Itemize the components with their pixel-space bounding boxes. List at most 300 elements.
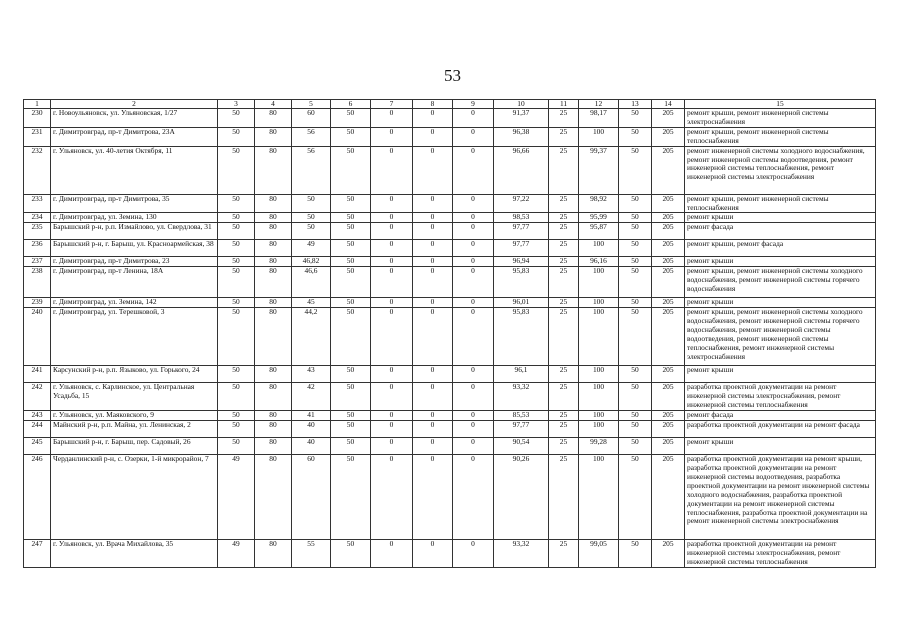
row-number-cell: 246 [24, 455, 51, 540]
value-cell: 50 [619, 127, 652, 146]
value-cell: 25 [549, 383, 579, 411]
column-header: 2 [51, 100, 218, 109]
value-cell: 205 [652, 257, 685, 267]
value-cell: 0 [413, 383, 453, 411]
value-cell: 0 [453, 213, 494, 223]
value-cell: 100 [579, 127, 619, 146]
value-cell: 205 [652, 127, 685, 146]
address-cell: г. Димитровград, пр-т Димитрова, 35 [51, 194, 218, 213]
value-cell: 50 [619, 146, 652, 194]
column-header: 10 [494, 100, 549, 109]
value-cell: 50 [619, 455, 652, 540]
value-cell: 49 [218, 455, 255, 540]
value-cell: 96,16 [579, 257, 619, 267]
address-cell: Черданлинский р-н, с. Озерки, 1-й микрорайон, 7 [51, 455, 218, 540]
table-row [24, 383, 876, 411]
table-header-row [24, 100, 876, 109]
value-cell: 90,26 [494, 455, 549, 540]
value-cell: 0 [371, 366, 413, 383]
value-cell: 100 [579, 298, 619, 308]
value-cell: 0 [413, 298, 453, 308]
value-cell: 100 [579, 383, 619, 411]
value-cell: 50 [619, 298, 652, 308]
value-cell: 80 [255, 438, 292, 455]
value-cell: 0 [453, 298, 494, 308]
works-cell: ремонт крыши [685, 257, 876, 267]
value-cell: 95,87 [579, 223, 619, 240]
value-cell: 0 [453, 194, 494, 213]
value-cell: 96,38 [494, 127, 549, 146]
value-cell: 55 [292, 540, 331, 568]
value-cell: 100 [579, 267, 619, 298]
value-cell: 25 [549, 298, 579, 308]
value-cell: 93,32 [494, 383, 549, 411]
value-cell: 0 [371, 411, 413, 421]
table-row [24, 411, 876, 421]
column-header: 7 [371, 100, 413, 109]
address-cell: Барышский р-н, г. Барыш, ул. Красноармейская, 38 [51, 240, 218, 257]
value-cell: 56 [292, 146, 331, 194]
value-cell: 91,37 [494, 109, 549, 128]
value-cell: 50 [292, 223, 331, 240]
table-row [24, 257, 876, 267]
row-number-cell: 235 [24, 223, 51, 240]
value-cell: 49 [218, 540, 255, 568]
works-cell: ремонт крыши, ремонт инженерной системы теплоснабжения [685, 127, 876, 146]
value-cell: 0 [413, 540, 453, 568]
row-number-cell: 243 [24, 411, 51, 421]
value-cell: 0 [371, 298, 413, 308]
value-cell: 0 [413, 267, 453, 298]
value-cell: 80 [255, 194, 292, 213]
value-cell: 50 [218, 257, 255, 267]
value-cell: 100 [579, 366, 619, 383]
row-number-cell: 247 [24, 540, 51, 568]
table-row [24, 267, 876, 298]
address-cell: г. Ульяновск, ул. Маяковского, 9 [51, 411, 218, 421]
value-cell: 50 [331, 383, 371, 411]
value-cell: 50 [218, 366, 255, 383]
works-cell: ремонт крыши, ремонт инженерной системы теплоснабжения [685, 194, 876, 213]
value-cell: 50 [331, 127, 371, 146]
address-cell: г. Димитровград, пр-т Ленина, 18А [51, 267, 218, 298]
value-cell: 90,54 [494, 438, 549, 455]
value-cell: 25 [549, 421, 579, 438]
table-row [24, 308, 876, 366]
value-cell: 0 [371, 257, 413, 267]
value-cell: 97,22 [494, 194, 549, 213]
value-cell: 0 [371, 223, 413, 240]
value-cell: 0 [371, 383, 413, 411]
address-cell: г. Новоульяновск, ул. Ульяновская, 1/27 [51, 109, 218, 128]
works-cell: разработка проектной документации на ремонт инженерной системы электроснабжения, ремонт инженерной системы теплоснабжения [685, 383, 876, 411]
value-cell: 0 [453, 421, 494, 438]
column-header: 3 [218, 100, 255, 109]
column-header: 5 [292, 100, 331, 109]
value-cell: 205 [652, 240, 685, 257]
row-number-cell: 238 [24, 267, 51, 298]
value-cell: 25 [549, 267, 579, 298]
page-number: 53 [444, 66, 461, 85]
value-cell: 80 [255, 223, 292, 240]
value-cell: 205 [652, 411, 685, 421]
value-cell: 25 [549, 438, 579, 455]
value-cell: 60 [292, 455, 331, 540]
table-row [24, 298, 876, 308]
value-cell: 25 [549, 308, 579, 366]
value-cell: 96,01 [494, 298, 549, 308]
row-number-cell: 237 [24, 257, 51, 267]
value-cell: 99,05 [579, 540, 619, 568]
value-cell: 50 [619, 267, 652, 298]
value-cell: 25 [549, 109, 579, 128]
value-cell: 50 [218, 267, 255, 298]
address-cell: г. Димитровград, пр-т Димитрова, 23 [51, 257, 218, 267]
column-header: 4 [255, 100, 292, 109]
value-cell: 50 [218, 411, 255, 421]
value-cell: 95,83 [494, 308, 549, 366]
value-cell: 205 [652, 146, 685, 194]
works-cell: разработка проектной документации на ремонт крыши, разработка проектной документации на ремонт инженерной системы водоотведения, разработка проектной документации на ремонт инженерной системы холодного водоснабжения, разработка проектной документации на ремонт инженерной системы теплоснабжения, разработка проектной документации на ремонт инженерной системы электроснабжения [685, 455, 876, 540]
column-header: 11 [549, 100, 579, 109]
value-cell: 0 [371, 267, 413, 298]
table-row [24, 213, 876, 223]
column-header: 15 [685, 100, 876, 109]
value-cell: 40 [292, 421, 331, 438]
value-cell: 50 [218, 383, 255, 411]
table-row [24, 194, 876, 213]
value-cell: 0 [453, 411, 494, 421]
value-cell: 0 [371, 421, 413, 438]
value-cell: 45 [292, 298, 331, 308]
value-cell: 0 [413, 127, 453, 146]
value-cell: 50 [218, 421, 255, 438]
value-cell: 25 [549, 411, 579, 421]
works-cell: ремонт инженерной системы холодного водоснабжения, ремонт инженерной системы водоотведения, ремонт инженерной системы теплоснабжения, ремонт инженерной системы электроснабжения [685, 146, 876, 194]
column-header: 6 [331, 100, 371, 109]
address-cell: г. Димитровград, пр-т Димитрова, 23А [51, 127, 218, 146]
value-cell: 50 [331, 438, 371, 455]
address-cell: г. Димитровград, ул. Земина, 130 [51, 213, 218, 223]
value-cell: 80 [255, 146, 292, 194]
value-cell: 50 [331, 411, 371, 421]
table-row [24, 127, 876, 146]
value-cell: 25 [549, 366, 579, 383]
value-cell: 43 [292, 366, 331, 383]
row-number-cell: 232 [24, 146, 51, 194]
value-cell: 0 [371, 109, 413, 128]
value-cell: 205 [652, 421, 685, 438]
works-cell: ремонт крыши, ремонт инженерной системы электроснабжения [685, 109, 876, 128]
value-cell: 50 [218, 298, 255, 308]
value-cell: 50 [331, 366, 371, 383]
value-cell: 99,28 [579, 438, 619, 455]
value-cell: 97,77 [494, 223, 549, 240]
column-header: 1 [24, 100, 51, 109]
value-cell: 0 [453, 383, 494, 411]
value-cell: 44,2 [292, 308, 331, 366]
value-cell: 205 [652, 213, 685, 223]
value-cell: 50 [331, 421, 371, 438]
works-cell: разработка проектной документации на ремонт инженерной системы электроснабжения, ремонт инженерной системы теплоснабжения [685, 540, 876, 568]
row-number-cell: 242 [24, 383, 51, 411]
value-cell: 85,53 [494, 411, 549, 421]
value-cell: 0 [453, 455, 494, 540]
value-cell: 0 [413, 421, 453, 438]
value-cell: 205 [652, 194, 685, 213]
value-cell: 0 [413, 438, 453, 455]
value-cell: 95,83 [494, 267, 549, 298]
works-cell: ремонт крыши [685, 366, 876, 383]
value-cell: 205 [652, 308, 685, 366]
value-cell: 50 [218, 194, 255, 213]
value-cell: 0 [371, 540, 413, 568]
value-cell: 80 [255, 411, 292, 421]
value-cell: 50 [619, 383, 652, 411]
value-cell: 80 [255, 109, 292, 128]
value-cell: 42 [292, 383, 331, 411]
value-cell: 0 [413, 109, 453, 128]
column-header: 8 [413, 100, 453, 109]
value-cell: 50 [619, 240, 652, 257]
value-cell: 100 [579, 308, 619, 366]
value-cell: 0 [453, 267, 494, 298]
value-cell: 97,77 [494, 240, 549, 257]
value-cell: 25 [549, 213, 579, 223]
value-cell: 50 [331, 240, 371, 257]
value-cell: 0 [453, 146, 494, 194]
value-cell: 25 [549, 127, 579, 146]
value-cell: 0 [453, 366, 494, 383]
value-cell: 50 [292, 194, 331, 213]
value-cell: 80 [255, 257, 292, 267]
value-cell: 0 [453, 257, 494, 267]
value-cell: 50 [619, 308, 652, 366]
value-cell: 0 [453, 540, 494, 568]
address-cell: г. Димитровград, ул. Земина, 142 [51, 298, 218, 308]
value-cell: 100 [579, 455, 619, 540]
value-cell: 60 [292, 109, 331, 128]
value-cell: 50 [619, 540, 652, 568]
value-cell: 50 [619, 257, 652, 267]
value-cell: 50 [331, 146, 371, 194]
value-cell: 46,82 [292, 257, 331, 267]
column-header: 12 [579, 100, 619, 109]
table-row [24, 109, 876, 128]
value-cell: 50 [218, 240, 255, 257]
value-cell: 50 [331, 109, 371, 128]
row-number-cell: 231 [24, 127, 51, 146]
value-cell: 0 [371, 438, 413, 455]
value-cell: 0 [453, 127, 494, 146]
value-cell: 96,1 [494, 366, 549, 383]
value-cell: 80 [255, 421, 292, 438]
value-cell: 0 [453, 438, 494, 455]
value-cell: 205 [652, 540, 685, 568]
address-cell: г. Ульяновск, с. Карлинское, ул. Центральная Усадьба, 15 [51, 383, 218, 411]
value-cell: 0 [413, 257, 453, 267]
value-cell: 100 [579, 421, 619, 438]
value-cell: 49 [292, 240, 331, 257]
works-cell: ремонт фасада [685, 223, 876, 240]
value-cell: 50 [218, 146, 255, 194]
works-cell: ремонт крыши, ремонт фасада [685, 240, 876, 257]
address-cell: Карсунский р-н, р.п. Языково, ул. Горького, 24 [51, 366, 218, 383]
value-cell: 50 [619, 109, 652, 128]
row-number-cell: 233 [24, 194, 51, 213]
value-cell: 0 [371, 146, 413, 194]
value-cell: 80 [255, 455, 292, 540]
value-cell: 80 [255, 366, 292, 383]
value-cell: 0 [413, 223, 453, 240]
value-cell: 80 [255, 127, 292, 146]
value-cell: 80 [255, 213, 292, 223]
value-cell: 0 [413, 240, 453, 257]
address-cell: Барышский р-н, р.п. Измайлово, ул. Свердлова, 31 [51, 223, 218, 240]
value-cell: 80 [255, 540, 292, 568]
value-cell: 25 [549, 455, 579, 540]
value-cell: 205 [652, 366, 685, 383]
value-cell: 50 [619, 213, 652, 223]
value-cell: 205 [652, 223, 685, 240]
value-cell: 98,92 [579, 194, 619, 213]
value-cell: 0 [413, 213, 453, 223]
value-cell: 25 [549, 146, 579, 194]
works-cell: ремонт крыши [685, 298, 876, 308]
value-cell: 0 [413, 146, 453, 194]
row-number-cell: 239 [24, 298, 51, 308]
value-cell: 50 [619, 194, 652, 213]
value-cell: 25 [549, 223, 579, 240]
value-cell: 25 [549, 240, 579, 257]
value-cell: 96,66 [494, 146, 549, 194]
value-cell: 0 [413, 366, 453, 383]
value-cell: 98,53 [494, 213, 549, 223]
column-header: 14 [652, 100, 685, 109]
value-cell: 50 [331, 223, 371, 240]
value-cell: 0 [413, 411, 453, 421]
row-number-cell: 234 [24, 213, 51, 223]
table-row [24, 240, 876, 257]
address-cell: Майнский р-н, р.п. Майна, ул. Ленинская, 2 [51, 421, 218, 438]
value-cell: 50 [218, 308, 255, 366]
value-cell: 50 [331, 298, 371, 308]
address-cell: г. Ульяновск, ул. Врача Михайлова, 35 [51, 540, 218, 568]
column-header: 13 [619, 100, 652, 109]
value-cell: 46,6 [292, 267, 331, 298]
value-cell: 0 [453, 240, 494, 257]
value-cell: 205 [652, 267, 685, 298]
row-number-cell: 230 [24, 109, 51, 128]
value-cell: 50 [331, 267, 371, 298]
value-cell: 80 [255, 267, 292, 298]
value-cell: 80 [255, 308, 292, 366]
value-cell: 50 [331, 455, 371, 540]
value-cell: 50 [218, 438, 255, 455]
works-cell: ремонт крыши [685, 438, 876, 455]
table-row [24, 223, 876, 240]
value-cell: 0 [413, 308, 453, 366]
value-cell: 80 [255, 240, 292, 257]
value-cell: 50 [331, 194, 371, 213]
value-cell: 98,17 [579, 109, 619, 128]
table-row [24, 438, 876, 455]
table-row [24, 366, 876, 383]
value-cell: 50 [619, 223, 652, 240]
value-cell: 0 [371, 213, 413, 223]
works-cell: ремонт крыши [685, 213, 876, 223]
value-cell: 205 [652, 383, 685, 411]
value-cell: 93,32 [494, 540, 549, 568]
value-cell: 50 [218, 109, 255, 128]
value-cell: 0 [371, 194, 413, 213]
works-cell: ремонт фасада [685, 411, 876, 421]
address-cell: г. Ульяновск, ул. 40-летия Октября, 11 [51, 146, 218, 194]
row-number-cell: 240 [24, 308, 51, 366]
value-cell: 50 [331, 308, 371, 366]
value-cell: 50 [619, 411, 652, 421]
value-cell: 97,77 [494, 421, 549, 438]
value-cell: 50 [331, 213, 371, 223]
value-cell: 50 [292, 213, 331, 223]
value-cell: 56 [292, 127, 331, 146]
works-table [23, 99, 876, 568]
table-row [24, 146, 876, 194]
value-cell: 50 [619, 366, 652, 383]
value-cell: 0 [371, 127, 413, 146]
column-header: 9 [453, 100, 494, 109]
works-cell: ремонт крыши, ремонт инженерной системы холодного водоснабжения, ремонт инженерной системы горячего водоснабжения [685, 267, 876, 298]
value-cell: 50 [218, 213, 255, 223]
value-cell: 0 [453, 308, 494, 366]
value-cell: 80 [255, 383, 292, 411]
value-cell: 0 [371, 240, 413, 257]
value-cell: 50 [331, 540, 371, 568]
value-cell: 100 [579, 240, 619, 257]
value-cell: 50 [218, 223, 255, 240]
value-cell: 205 [652, 298, 685, 308]
value-cell: 50 [619, 438, 652, 455]
value-cell: 25 [549, 540, 579, 568]
value-cell: 0 [413, 194, 453, 213]
table-row [24, 421, 876, 438]
value-cell: 50 [218, 127, 255, 146]
value-cell: 99,37 [579, 146, 619, 194]
value-cell: 0 [371, 308, 413, 366]
table-row [24, 540, 876, 568]
value-cell: 25 [549, 194, 579, 213]
value-cell: 50 [619, 421, 652, 438]
value-cell: 0 [371, 455, 413, 540]
row-number-cell: 244 [24, 421, 51, 438]
works-cell: ремонт крыши, ремонт инженерной системы холодного водоснабжения, ремонт инженерной системы горячего водоснабжения, ремонт инженерной системы водоотведения, ремонт инженерной системы теплоснабжения, ремонт инженерной системы электроснабжения [685, 308, 876, 366]
value-cell: 50 [331, 257, 371, 267]
table-row [24, 455, 876, 540]
row-number-cell: 245 [24, 438, 51, 455]
address-cell: г. Димитровград, ул. Терешковой, 3 [51, 308, 218, 366]
value-cell: 0 [453, 223, 494, 240]
value-cell: 0 [413, 455, 453, 540]
row-number-cell: 236 [24, 240, 51, 257]
value-cell: 205 [652, 109, 685, 128]
value-cell: 0 [453, 109, 494, 128]
value-cell: 25 [549, 257, 579, 267]
row-number-cell: 241 [24, 366, 51, 383]
value-cell: 41 [292, 411, 331, 421]
value-cell: 100 [579, 411, 619, 421]
value-cell: 80 [255, 298, 292, 308]
value-cell: 96,94 [494, 257, 549, 267]
